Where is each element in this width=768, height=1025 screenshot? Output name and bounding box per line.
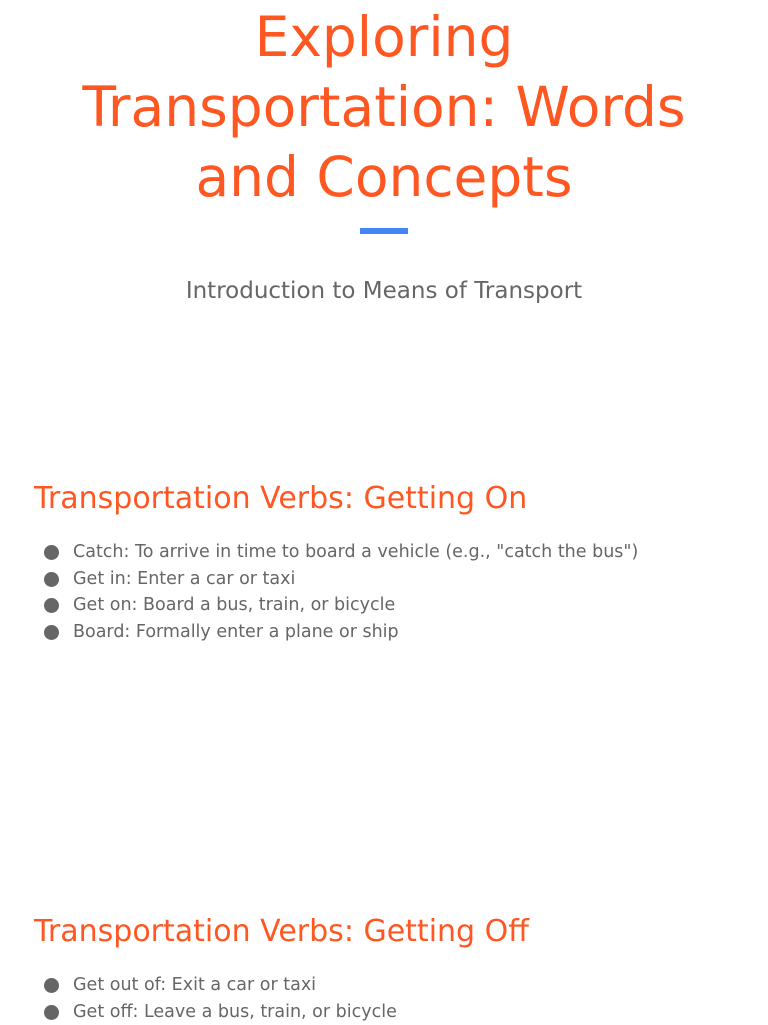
list-item-text: Get out of: Exit a car or taxi bbox=[73, 975, 317, 995]
list-item bbox=[44, 999, 397, 1025]
section-heading-getting-on: Transportation Verbs: Getting On bbox=[34, 481, 528, 516]
bullet-dot-icon bbox=[44, 545, 59, 560]
page-title bbox=[0, 2, 768, 212]
list-item-text: Get in: Enter a car or taxi bbox=[73, 568, 296, 589]
list-item bbox=[44, 539, 638, 566]
section-heading-getting-off: Transportation Verbs: Getting Off bbox=[34, 914, 529, 949]
list-item bbox=[44, 592, 638, 619]
title-line-3: and Concepts bbox=[195, 145, 573, 209]
title-line-2: Transportation: Words bbox=[82, 75, 686, 139]
list-item-text: Board: Formally enter a plane or ship bbox=[73, 622, 399, 643]
title-line-1: Exploring bbox=[254, 5, 514, 69]
list-item-text: Catch: To arrive in time to board a vehicle (e.g., "catch the bus") bbox=[73, 542, 639, 562]
list-item-text: Get on: Board a bus, train, or bicycle bbox=[73, 595, 396, 616]
page-subtitle: Introduction to Means of Transport bbox=[185, 278, 583, 304]
bullet-dot-icon bbox=[44, 598, 59, 613]
list-item bbox=[44, 972, 397, 999]
bullet-dot-icon bbox=[44, 625, 59, 640]
list-item bbox=[44, 619, 638, 646]
bullet-dot-icon bbox=[44, 978, 59, 993]
bullet-dot-icon bbox=[44, 1005, 59, 1020]
title-divider bbox=[360, 228, 408, 234]
getting-off-list bbox=[44, 972, 397, 1025]
list-item bbox=[44, 566, 638, 593]
bullet-dot-icon bbox=[44, 572, 59, 587]
list-item-text: Get off: Leave a bus, train, or bicycle bbox=[73, 1001, 397, 1022]
getting-on-list bbox=[44, 539, 638, 646]
